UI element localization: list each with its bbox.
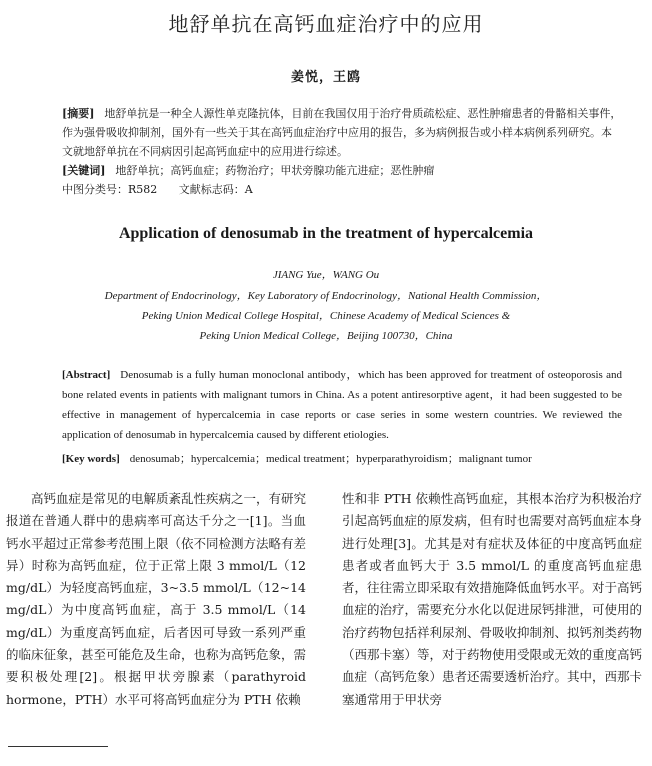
english-keywords xyxy=(62,449,622,469)
classification-row xyxy=(62,180,622,199)
body-column-left: 高钙血症是常见的电解质紊乱性疾病之一，有研究报道在普通人群中的患病率可高达千分之一[1]。当血钙水平超过正常参考范围上限（依不同检测方法略有差异）时称为高钙血症，位于正常上限 3 mmol/L（12 mg/dL）为轻度高钙血症，3~3.5 mmol/L（12~14 mg/dL）为中度高钙血症，高于 3.5 mmol/L（14 mg/dL）为重度高钙血症，后者因可导致一系列严重的临床征象，甚至可能危及生命，也称为高钙危象，需要积极处理[2]。根据甲状旁腺素（parathyroid hormone，PTH）水平可将高钙血症分为 PTH 依赖 xyxy=(6,491,307,707)
english-authors: JIANG Yue，WANG Ou xyxy=(272,269,380,281)
footnote-divider xyxy=(8,746,108,747)
english-abstract xyxy=(62,365,622,445)
english-keywords-text: denosumab；hypercalcemia；medical treatment；hyperparathyroidism；malignant tumor xyxy=(129,453,532,465)
affiliation-line-3: Peking Union Medical College，Beijing 100730，China xyxy=(199,330,453,342)
chinese-title: 地舒单抗在高钙血症治疗中的应用 xyxy=(168,12,484,36)
affiliation-line-2: Peking Union Medical College Hospital，Chinese Academy of Medical Sciences & xyxy=(141,310,511,322)
chinese-authors: 姜悦，王鸥 xyxy=(290,70,361,85)
clc-number: 中图分类号：R582 xyxy=(62,183,158,196)
chinese-abstract xyxy=(62,104,622,161)
english-title: Application of denosumab in the treatment of hypercalcemia xyxy=(118,225,534,242)
english-keywords-label: [Key words] xyxy=(62,453,120,465)
affiliation-line-1: Department of Endocrinology，Key Laboratory of Endocrinology，National Health Commission， xyxy=(104,290,548,302)
english-abstract-text: Denosumab is a fully human monoclonal antibody，which has been approved for treatment of osteoporosis and bone related events in patients with malignant tumors in China. As a potent antiresorptive agent，it had been suggested to be effective in management of hypercalcemia in case reports or case series in some western countries. We reviewed the application of denosumab in hypercalcemia caused by different etiologies. xyxy=(62,369,622,441)
document-code: 文献标志码：A xyxy=(178,183,253,196)
body-column-right: 性和非 PTH 依赖性高钙血症，其根本治疗为积极治疗引起高钙血症的原发病，但有时也需要对高钙血症本身进行处理[3]。尤其是对有症状及体征的中度高钙血症患者或者血钙大于 3.5 mmol/L 的重度高钙血症患者，往往需立即采取有效措施降低血钙水平。对于高钙血症的治疗，需要充分水化以促进尿钙排泄，可使用的治疗药物包括祥利尿剂、骨吸收抑制剂、拟钙剂类药物（西那卡塞）等，对于药物使用受限或无效的重度高钙血症（高钙危象）患者还需要透析治疗。其中，西那卡塞通常用于甲状旁 xyxy=(342,491,643,707)
chinese-abstract-label: [摘要] xyxy=(62,107,95,120)
chinese-abstract-text: 地舒单抗是一种全人源性单克隆抗体，目前在我国仅用于治疗骨质疏松症、恶性肿瘤患者的骨骼相关事件，作为强骨吸收抑制剂，国外有一些关于其在高钙血症治疗中应用的报告，多为病例报告或小样本病例系列研究。本文就地舒单抗在不同病因引起高钙血症中的应用进行综述。 xyxy=(62,107,622,158)
chinese-keywords-label: [关键词] xyxy=(62,164,106,177)
chinese-keywords-text: 地舒单抗；高钙血症；药物治疗；甲状旁腺功能亢进症；恶性肿瘤 xyxy=(115,164,435,177)
chinese-keywords xyxy=(62,161,622,180)
english-abstract-label: [Abstract] xyxy=(62,369,111,381)
